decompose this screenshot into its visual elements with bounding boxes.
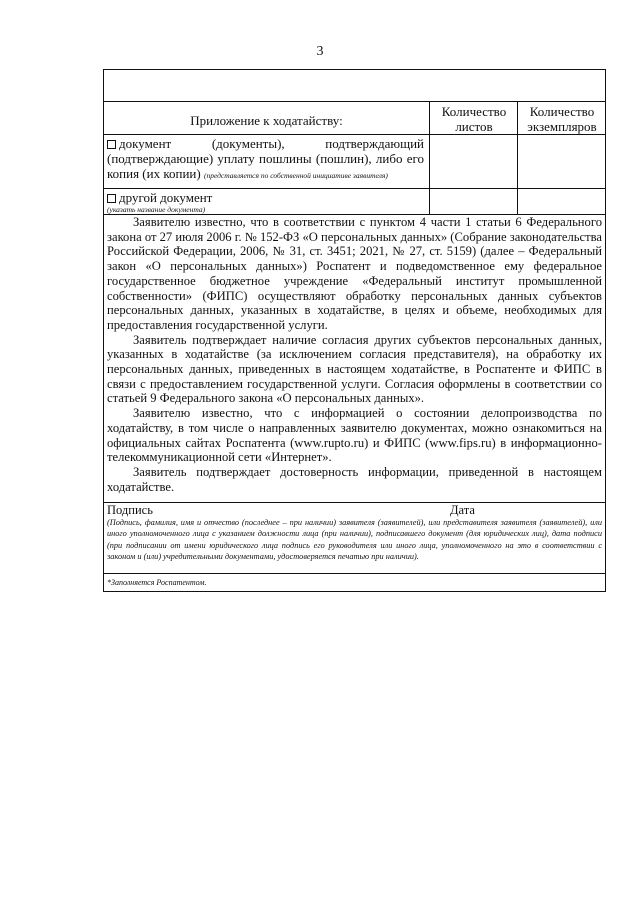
paragraph: Заявителю известно, что в соответствии с пунктом 4 части 1 статьи 6 Федерального закона от 27 июля 2006 г. № 152-ФЗ «О персональных данных» (Собрание законодательства Российской Федерации, 2006, № 31, ст. 3451; 2021, № 27, ст. 5159) (далее – Федеральный закон «О персональных данных») Роспатент и подведомственное ему федеральное государственное бюджетное учреждение «Федеральный институт промышленной собственности» (ФИПС) осуществляют обработку персональных данных субъектов персональных данных, указанных в ходатайстве, в целях и объеме, необходимых для предоставления государственной услуги. — [107, 215, 602, 332]
appendix-row-text: документ (документы), подтверждающий (подтверждающие) уплату пошлины (пошлин), либо его копия (их копии) — [107, 136, 424, 181]
text-bottom-divider — [104, 502, 605, 503]
col-sheets-header: Количество листов — [441, 104, 507, 134]
header-divider — [104, 134, 605, 135]
paragraph: Заявитель подтверждает наличие согласия других субъектов персональных данных, указанных в ходатайстве (за исключением согласия представителя), на обработку их персональных данных, приведенных в настоящем ходатайстве, в Роспатенте и ФИПС в связи с предоставлением государственной услуги. Согласия оформлены в соответствии со статьей 9 Федерального закона «О персональных данных». — [107, 332, 602, 406]
checkbox[interactable] — [107, 194, 116, 203]
appendix-title: Приложение к ходатайству: — [190, 113, 343, 128]
declaration-text — [107, 215, 602, 494]
form-frame — [103, 69, 606, 592]
checkbox[interactable] — [107, 140, 116, 149]
paragraph: Заявителю известно, что с информацией о состоянии делопроизводства по ходатайству, в том числе о направленных заявителю документах, можно ознакомиться на официальных сайтах Роспатента (www.rupto.ru) и ФИПС (www.fips.ru) в информационно-телекоммуникационной сети «Интернет». — [107, 406, 602, 465]
column-divider-1 — [429, 101, 430, 214]
row-divider — [104, 188, 605, 189]
appendix-row-note: (указать название документа) — [107, 205, 206, 214]
top-divider — [104, 101, 605, 102]
col-copies-header: Количество экземпляров — [527, 104, 597, 134]
appendix-row-text: другой документ — [119, 190, 213, 205]
signature-label: Подпись — [107, 503, 153, 517]
signature-note: (Подпись, фамилия, имя и отчество (последнее – при наличии) заявителя (заявителей), или представителя заявителя (заявителей), или иного уполномоченного лица с указанием должности лица (при наличии), подписавшего документ (для юридических лиц), дата подписи (при подписании от имени юридического лица подпись его руководителя или иного лица, уполномоченного на это в соответствии с законом и (или) учредительными документами, удостоверяется печатью при наличии). — [107, 518, 602, 561]
appendix-row-other — [107, 190, 424, 205]
column-divider-2 — [517, 101, 518, 214]
footnote: *Заполняется Роспатентом. — [107, 578, 207, 587]
page-number: 3 — [316, 44, 324, 59]
appendix-row-payment — [107, 136, 424, 183]
date-label: Дата — [450, 503, 475, 517]
appendix-row-note: (представляется по собственной инициативе заявителя) — [203, 171, 388, 180]
signature-bottom-divider — [104, 573, 605, 574]
paragraph: Заявитель подтверждает достоверность информации, приведенной в настоящем ходатайстве. — [107, 464, 602, 494]
